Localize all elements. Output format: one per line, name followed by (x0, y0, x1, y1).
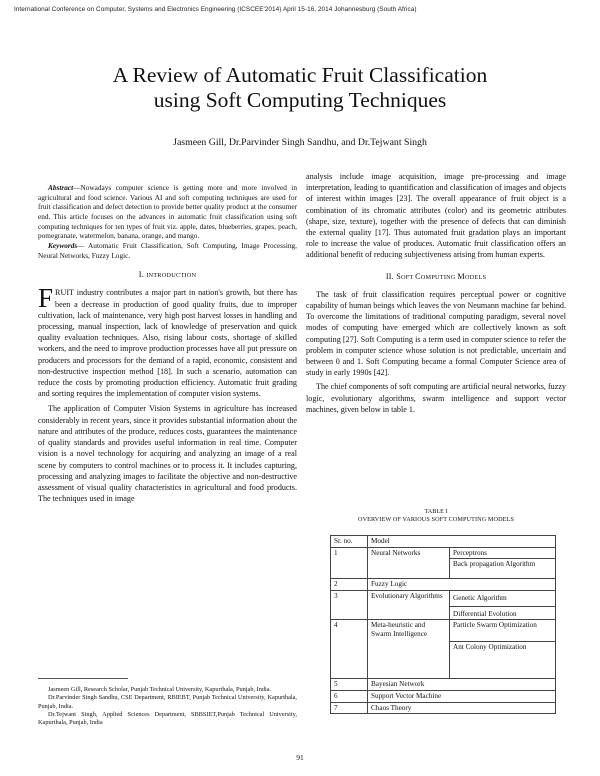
table-cell: Differential Evolution (450, 606, 556, 620)
table-caption-number: TABLE I (424, 508, 448, 515)
authors: Jasmeen Gill, Dr.Parvinder Singh Sandhu, and Dr.Tejwant Singh (173, 137, 427, 148)
table-cell: Support Vector Machine (368, 690, 556, 702)
table-cell: Ant Colony Optimization (450, 642, 556, 679)
left-column (38, 183, 297, 504)
table-cell: 5 (331, 679, 368, 691)
intro-text-1: industry contributes a major part in nation's growth, but there has been a decrease in production of good quality fruits, due to improper cultivation, lack of maintenance, very high post harvest losses in handling and processing, manual inspection, lack of knowledge of preservation and quick quality evaluation techniques. Also, rising labour costs, shortage of skilled workers, and the need to improve production processes have all put pressure on producers and processors for the demand of a rapid, economic, consistent and non-destructive inspection method [18]. In such a scenario, automation can reduce the costs by promoting production efficiency. Automatic fruit grading and sorting requires the implementation of computer vision systems. (38, 288, 297, 399)
table-row (331, 547, 556, 559)
section-number: II. (385, 271, 394, 281)
table-cell: Evolutionary Algorithms (368, 590, 450, 620)
intro-lead-word: RUIT (55, 288, 74, 298)
table-cell: 7 (331, 702, 368, 714)
table-cell: 3 (331, 590, 368, 620)
table-cell: 1 (331, 547, 368, 579)
footnote-1: Jasmeen Gill, Research Scholar, Punjab Technical University, Kapurthala, Punjab, India. (48, 686, 272, 693)
table-cell: Model (368, 536, 556, 548)
right-column (306, 171, 566, 415)
table-cell: Fuzzy Logic (368, 579, 556, 591)
page-number: 91 (296, 753, 304, 762)
table-cell-line: Swarm Intelligence (371, 629, 428, 638)
conference-header: International Conference on Computer, Systems and Electronics Engineering (ICSCEE'2014) April 15-16, 2014 Johannesburg (South Africa) (14, 6, 417, 13)
footnote-rule (38, 678, 128, 679)
table-cell: Particle Swarm Optimization (450, 620, 556, 642)
footnote-3: Dr.Tejwant Singh, Applied Sciences Department, SBBSIET,Punjab Technical University, Kapurthala, Punjab, India (38, 710, 297, 727)
table-cell: 4 (331, 620, 368, 679)
drop-cap: F (38, 283, 54, 314)
soft-computing-paragraph-2: The chief components of soft computing are artificial neural networks, fuzzy logic, evolutionary algorithms, swarm intelligence and support vector machines, given below in table 1. (306, 382, 566, 414)
abstract-label: Abstract (48, 183, 74, 192)
abstract-text: —Nowadays computer science is getting more and more involved in agricultural and food science. Various AI and soft computing techniques are used for fruit classification and defect detection to provide better quality product at the consumer end. This article focuses on the advances in automatic fruit classification using soft computing techniques for ten types of fruit viz. apple, dates, blueberries, grapes, peach, pomegranate, watermelon, banana, orange, and mango. (38, 183, 297, 241)
intro-paragraph-2: The application of Computer Vision Systems in agriculture has increased considerably in recent years, since it provides substantial information about the nature and attributes of the produce, reduces costs, guarantees the maintenance of quality standards and provides useful information in real time. Computer vision is a novel technology for acquiring and analyzing an image of a real scene by computers to control machines or to process it. It includes capturing, processing and analyzing images to facilitate the objective and non-destructive assessment of visual quality characteristics in agricultural and food products. The techniques used in image (38, 404, 297, 504)
keywords-text: — Automatic Fruit Classification, Soft Computing, Image Processing, Neural Networks, Fuzzy Logic. (38, 240, 297, 260)
table-row (331, 536, 556, 548)
abstract (38, 183, 297, 241)
intro-paragraph-1 (38, 283, 297, 399)
table-row (331, 590, 556, 606)
keywords-label: Keywords (48, 240, 78, 250)
soft-computing-models-table (330, 535, 556, 714)
table-row (331, 690, 556, 702)
section-number: I. (138, 270, 144, 280)
table-cell: Back propagation Algorithm (450, 559, 556, 579)
table-row (331, 620, 556, 642)
table-row (331, 679, 556, 691)
keywords (38, 241, 297, 260)
table-row (331, 579, 556, 591)
title-line-2: using Soft Computing Techniques (153, 88, 447, 112)
right-paragraph-1: analysis include image acquisition, image pre-processing and image interpretation, leading to quantification and classification of images and objects of interest within images [23]. The overall appearance of fruit object is a combination of its chromatic attributes (color) and its geometric attributes (shape, size, texture), together with the presence of defects that can diminish the external quality [17]. Thus automated fruit gradation plays an important role to increase the value of produces. Automatic fruit classification offers an additional benefit of reducing subjectiveness arising from human experts. (306, 172, 566, 260)
table-cell: Bayesian Network (368, 679, 556, 691)
table-cell: 2 (331, 579, 368, 591)
section-heading-soft-computing (306, 271, 566, 283)
table-cell: Chaos Theory (368, 702, 556, 714)
section-heading-introduction (38, 269, 297, 281)
table-cell: 6 (331, 690, 368, 702)
section-title: SOFT COMPUTING MODELS (396, 271, 487, 281)
table-cell: Perceptrons (450, 547, 556, 559)
table-cell-line: Meta-heuristic and (371, 621, 426, 630)
footnote-2: Dr.Parvinder Singh Sandhu, CSE Department, RBIEBT, Punjab Technical University, Kapurthala, Punjab, India. (38, 694, 297, 710)
paper-title (0, 63, 600, 113)
table-cell: Sr. no. (331, 536, 368, 548)
table-cell (368, 620, 450, 679)
table-cell: Neural Networks (368, 547, 450, 579)
table-cell: Genetic Algorithm (450, 590, 556, 606)
table-row (331, 702, 556, 714)
footnotes (38, 686, 297, 727)
section-title: INTRODUCTION (146, 272, 197, 280)
table-caption-title: OVERVIEW OF VARIOUS SOFT COMPUTING MODELS (358, 516, 514, 523)
title-line-1: A Review of Automatic Fruit Classification (112, 63, 488, 87)
soft-computing-paragraph-1: The task of fruit classification requires perceptual power or cognitive capability of human beings which leaves the von Neumann machine far behind. To overcome the limitations of traditional computing paradigm, several novel modes of computing have emerged which are collectively known as soft computing [27]. Soft Computing is a term used in computer science to refer the problem in computer science whose solution is not predictable, uncertain and between 0 and 1. Soft Computing became a formal Computer Science area of study in early 1990s [42]. (306, 289, 566, 378)
